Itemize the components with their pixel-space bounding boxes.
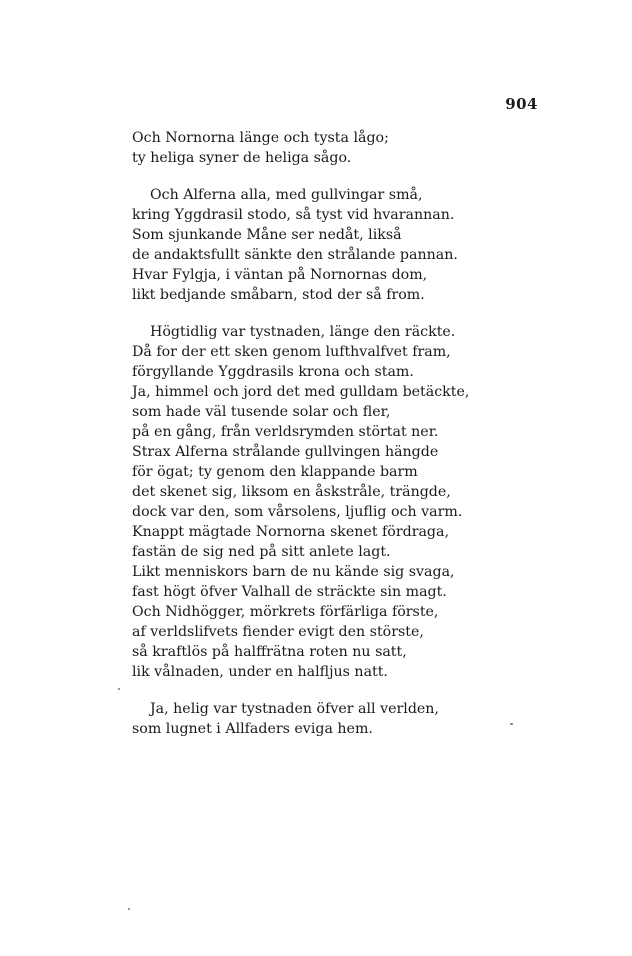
stanza-1 — [132, 128, 472, 168]
poem-line: som lugnet i Allfaders eviga hem. — [132, 721, 373, 737]
poem-line: Strax Alferna strålande gullvingen hängde — [132, 444, 439, 460]
poem-line: de andaktsfullt sänkte den strålande pannan. — [132, 247, 458, 263]
poem-line: fastän de sig ned på sitt anlete lagt. — [132, 544, 391, 560]
poem-line: det skenet sig, liksom en åskstråle, trängde, — [132, 484, 451, 500]
poem-line: Som sjunkande Måne ser nedåt, likså — [132, 227, 402, 243]
poem-line: förgyllande Yggdrasils krona och stam. — [132, 364, 414, 380]
poem-line: Knappt mägtade Nornorna skenet fördraga, — [132, 524, 449, 540]
poem-line: kring Yggdrasil stodo, så tyst vid hvarannan. — [132, 207, 455, 223]
poem-line: Och Alferna alla, med gullvingar små, — [150, 187, 423, 203]
poem-line: Högtidlig var tystnaden, länge den räckte. — [150, 324, 456, 340]
poem-line: likt bedjande småbarn, stod der så from. — [132, 287, 425, 303]
poem-line: dock var den, som vårsolens, ljuflig och varm. — [132, 504, 463, 520]
poem-line: af verldslifvets fiender evigt den störste, — [132, 624, 424, 640]
poem — [132, 128, 472, 756]
poem-line: för ögat; ty genom den klappande barm — [132, 464, 418, 480]
poem-line: Hvar Fylgja, i väntan på Nornornas dom, — [132, 267, 428, 283]
poem-line: Likt menniskors barn de nu kände sig svaga, — [132, 564, 455, 580]
poem-line: Då for der ett sken genom lufthvalfvet fram, — [132, 344, 451, 360]
poem-line: så kraftlös på halffrätna roten nu satt, — [132, 644, 407, 660]
stanza-3 — [132, 322, 472, 682]
poem-line: ty heliga syner de heliga sågo. — [132, 150, 352, 166]
poem-line: Och Nornorna länge och tysta lågo; — [132, 130, 389, 146]
poem-line: Ja, himmel och jord det med gulldam betäckte, — [132, 384, 470, 400]
poem-line: som hade väl tusende solar och fler, — [132, 404, 391, 420]
poem-line: på en gång, från verldsrymden störtat ner. — [132, 424, 439, 440]
poem-line: fast högt öfver Valhall de sträckte sin magt. — [132, 584, 447, 600]
poem-line: Ja, helig var tystnaden öfver all verlden, — [150, 701, 439, 717]
stanza-2 — [132, 185, 472, 305]
poem-line: lik vålnaden, under en halfljus natt. — [132, 664, 388, 680]
ink-speck — [510, 723, 513, 725]
poem-line: Och Nidhögger, mörkrets förfärliga förste, — [132, 604, 439, 620]
ink-speck — [118, 688, 120, 690]
stanza-4 — [132, 699, 472, 739]
page-number: 904 — [505, 95, 538, 113]
ink-speck — [128, 908, 130, 910]
